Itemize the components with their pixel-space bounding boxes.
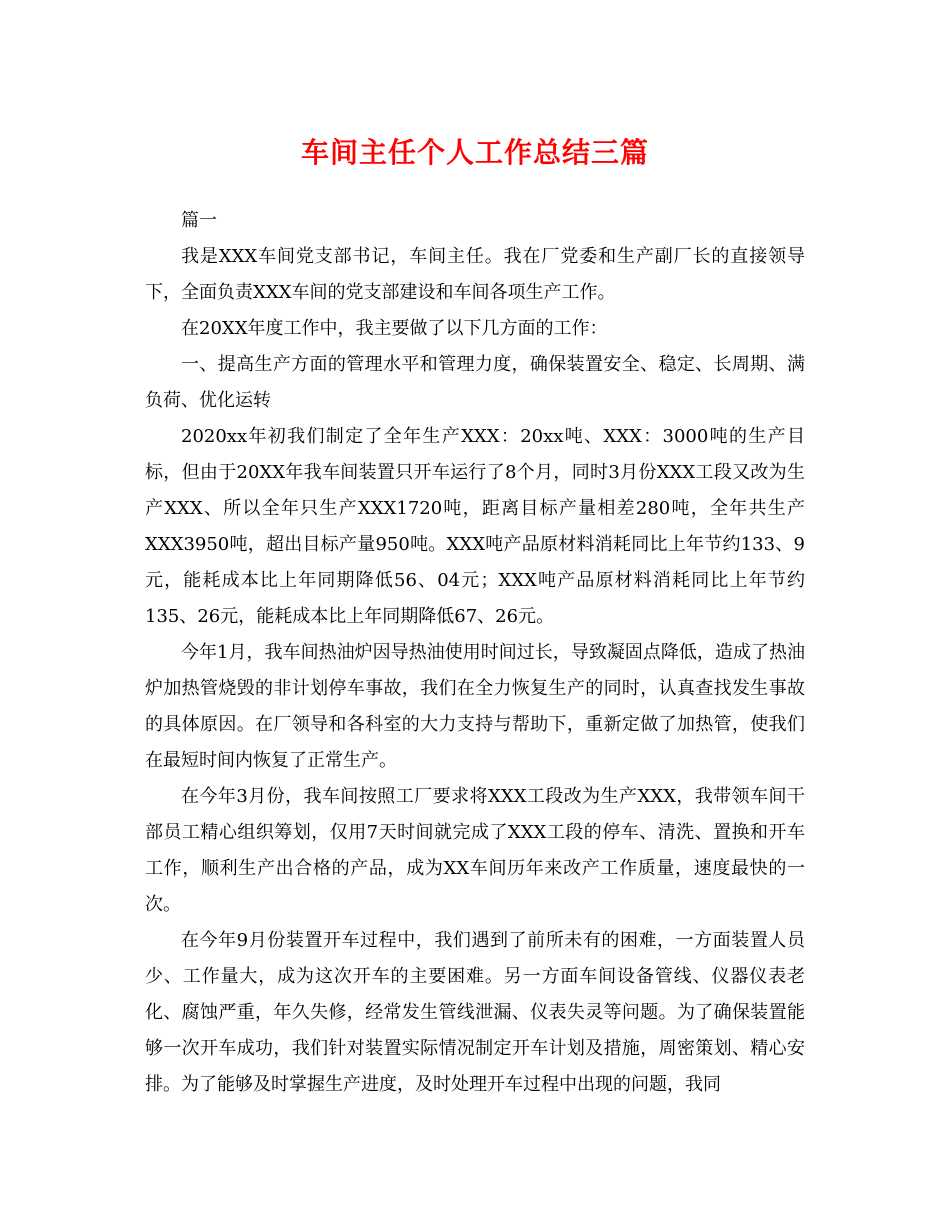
document-body [145,203,805,1103]
paragraph: 我是XXX车间党支部书记，车间主任。我在厂党委和生产副厂长的直接领导下，全面负责XXX车间的党支部建设和车间各项生产工作。 [145,246,805,303]
section-heading: 篇一 [181,210,217,231]
paragraph: 在20XX年度工作中，我主要做了以下几方面的工作： [181,318,608,339]
paragraph: 在今年3月份，我车间按照工厂要求将XXX工段改为生产XXX，我带领车间干部员工精心组织筹划，仅用7天时间就完成了XXX工段的停车、清洗、置换和开车工作，顺利生产出合格的产品，成为XX车间历年来改产工作质量，速度最快的一次。 [145,786,805,915]
paragraph: 今年1月，我车间热油炉因导热油使用时间过长，导致凝固点降低，造成了热油炉加热管烧毁的非计划停车事故，我们在全力恢复生产的同时，认真查找发生事故的具体原因。在厂领导和各科室的大力支持与帮助下，重新定做了加热管，使我们在最短时间内恢复了正常生产。 [145,642,805,771]
paragraph: 2020xx年初我们制定了全年生产XXX：20xx吨、XXX：3000吨的生产目标，但由于20XX年我车间装置只开车运行了8个月，同时3月份XXX工段又改为生产XXX、所以全年只生产XXX1720吨，距离目标产量相差280吨，全年共生产XXX3950吨，超出目标产量950吨。XXX吨产品原材料消耗同比上年节约133、9元，能耗成本比上年同期降低56、04元；XXX吨产品原材料消耗同比上年节约135、26元，能耗成本比上年同期降低67、26元。 [145,426,805,627]
paragraph: 一、提高生产方面的管理水平和管理力度，确保装置安全、稳定、长周期、满负荷、优化运转 [145,354,805,411]
paragraph: 在今年9月份装置开车过程中，我们遇到了前所未有的困难，一方面装置人员少、工作量大，成为这次开车的主要困难。另一方面车间设备管线、仪器仪表老化、腐蚀严重，年久失修，经常发生管线泄漏、仪表失灵等问题。为了确保装置能够一次开车成功，我们针对装置实际情况制定开车计划及措施，周密策划、精心安排。为了能够及时掌握生产进度，及时处理开车过程中出现的问题，我同 [145,930,805,1095]
document-title: 车间主任个人工作总结三篇 [300,136,649,169]
